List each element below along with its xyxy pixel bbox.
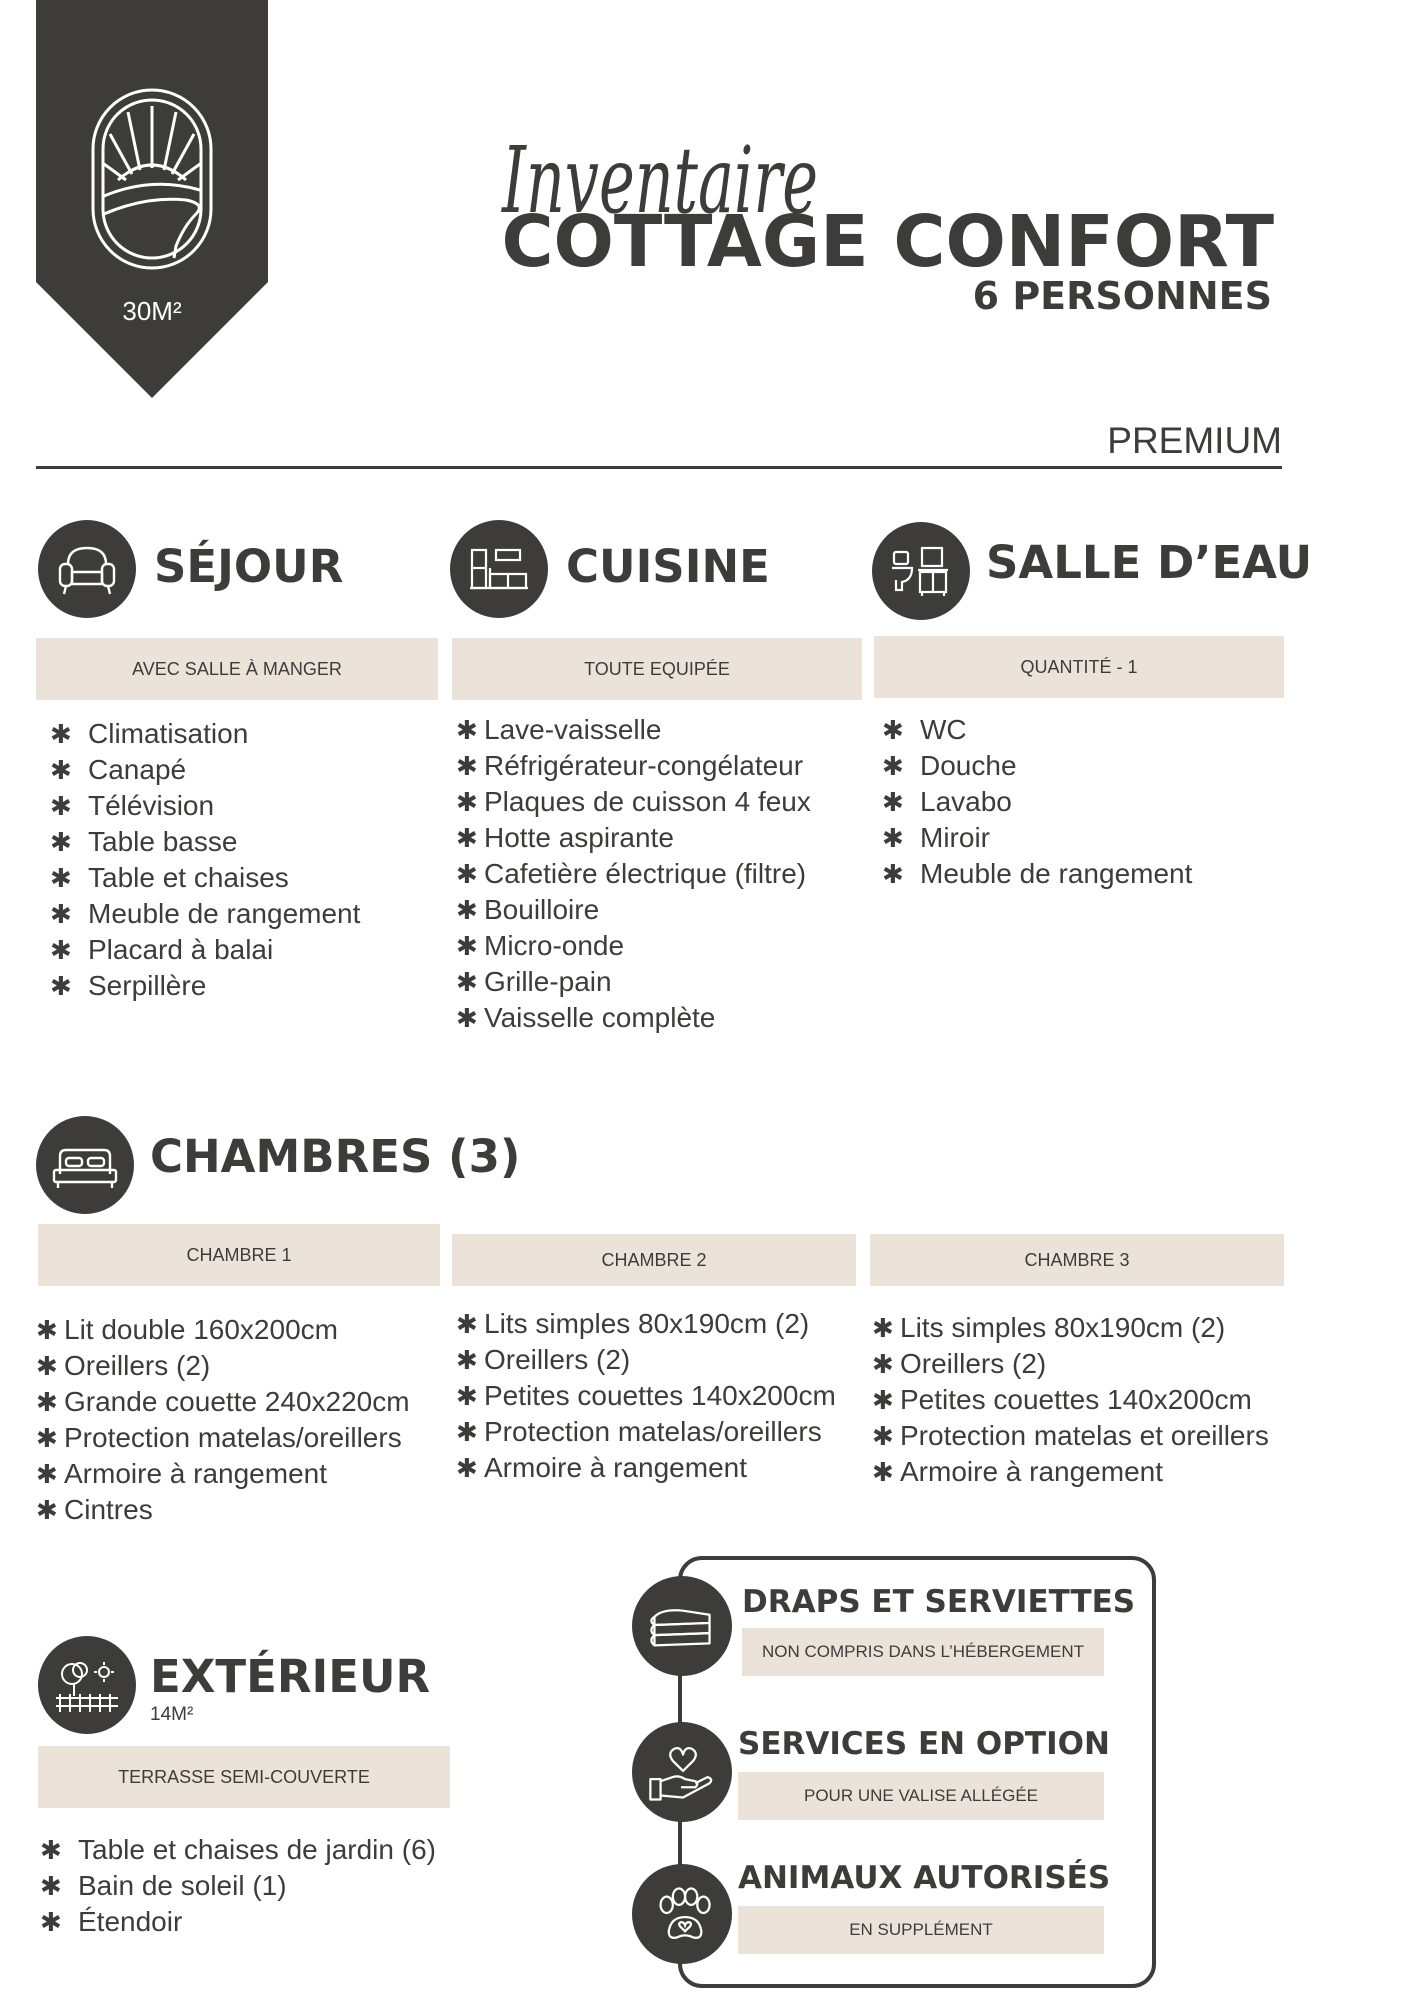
band-animaux-label: EN SUPPLÉMENT — [849, 1920, 993, 1939]
bullet-icon: ✱ — [36, 1459, 58, 1489]
list-item: ✱ Protection matelas/oreillers — [36, 1420, 410, 1456]
band-salle-eau — [874, 636, 1284, 698]
band-options-label: POUR UNE VALISE ALLÉGÉE — [804, 1786, 1038, 1805]
bathroom-icon — [872, 522, 970, 620]
bullet-icon: ✱ — [456, 1003, 478, 1033]
bullet-icon: ✱ — [872, 1421, 894, 1451]
bullet-icon: ✱ — [36, 1495, 58, 1525]
list-salle-eau — [882, 712, 1192, 892]
bullet-icon: ✱ — [872, 1313, 894, 1343]
list-item: ✱ Armoire à rangement — [36, 1456, 410, 1492]
list-item: ✱ Grille-pain — [456, 964, 811, 1000]
script-title-text: Inventaire — [500, 127, 818, 234]
list-item: ✱ Lavabo — [882, 784, 1192, 820]
list-item: ✱ Bain de soleil (1) — [40, 1868, 436, 1904]
bullet-icon: ✱ — [456, 1453, 478, 1483]
bullet-icon: ✱ — [36, 1387, 58, 1417]
capacity-subtitle: 6 PERSONNES — [972, 274, 1272, 318]
list-item: ✱ Hotte aspirante — [456, 820, 811, 856]
list-item: ✱ Télévision — [50, 788, 360, 824]
page-title: COTTAGE CONFORT — [501, 200, 1274, 283]
section-title-exterieur: EXTÉRIEUR — [150, 1650, 431, 1703]
list-item: ✱ Oreillers (2) — [872, 1346, 1269, 1382]
armchair-icon — [38, 520, 136, 618]
list-item: ✱ Protection matelas/oreillers — [456, 1414, 836, 1450]
bullet-icon: ✱ — [456, 1417, 478, 1447]
bullet-icon: ✱ — [456, 1309, 478, 1339]
kitchen-icon — [450, 520, 548, 618]
band-options — [738, 1772, 1104, 1820]
list-item: ✱ Meuble de rangement — [882, 856, 1192, 892]
bullet-icon: ✱ — [882, 823, 904, 853]
list-item: ✱ Miroir — [882, 820, 1192, 856]
list-item: ✱ Lit double 160x200cm — [36, 1312, 410, 1348]
section-title-cuisine: CUISINE — [566, 540, 770, 593]
care-hand-icon — [632, 1722, 732, 1822]
section-title-sejour: SÉJOUR — [154, 540, 344, 593]
list-item: ✱ Micro-onde — [456, 928, 811, 964]
bullet-icon: ✱ — [40, 1835, 62, 1865]
list-sejour — [50, 716, 360, 1004]
band-chambre-3-label: CHAMBRE 3 — [1024, 1249, 1130, 1270]
bullet-icon: ✱ — [36, 1315, 58, 1345]
list-item: ✱ Canapé — [50, 752, 360, 788]
header-divider — [36, 466, 1282, 469]
list-item: ✱ Petites couettes 140x200cm — [872, 1382, 1269, 1418]
list-item: ✱ Table et chaises — [50, 860, 360, 896]
bullet-icon: ✱ — [882, 787, 904, 817]
band-animaux — [738, 1906, 1104, 1954]
list-item: ✱ Réfrigérateur-congélateur — [456, 748, 811, 784]
bullet-icon: ✱ — [456, 715, 478, 745]
list-item: ✱ Petites couettes 140x200cm — [456, 1378, 836, 1414]
bullet-icon: ✱ — [50, 935, 72, 965]
bullet-icon: ✱ — [50, 863, 72, 893]
band-sejour-label: AVEC SALLE À MANGER — [132, 658, 342, 679]
ribbon-shape — [36, 0, 268, 398]
bullet-icon: ✱ — [456, 823, 478, 853]
list-item: ✱ Armoire à rangement — [456, 1450, 836, 1486]
towels-icon — [632, 1576, 732, 1676]
bullet-icon: ✱ — [50, 899, 72, 929]
list-item: ✱ Table basse — [50, 824, 360, 860]
list-item: ✱ Table et chaises de jardin (6) — [40, 1832, 436, 1868]
band-chambre-2-label: CHAMBRE 2 — [601, 1249, 707, 1270]
tier-label: PREMIUM — [1107, 420, 1282, 461]
list-item: ✱ Meuble de rangement — [50, 896, 360, 932]
bullet-icon: ✱ — [882, 715, 904, 745]
bullet-icon: ✱ — [872, 1457, 894, 1487]
bullet-icon: ✱ — [456, 967, 478, 997]
list-item: ✱ WC — [882, 712, 1192, 748]
bullet-icon: ✱ — [36, 1423, 58, 1453]
bullet-icon: ✱ — [456, 787, 478, 817]
service-title-animaux: ANIMAUX AUTORISÉS — [738, 1860, 1111, 1896]
section-title-salle-eau: SALLE D’EAU — [986, 536, 1313, 589]
band-chambre-1 — [38, 1224, 440, 1286]
area-label: 30M² — [122, 296, 182, 326]
bullet-icon: ✱ — [40, 1907, 62, 1937]
bullet-icon: ✱ — [882, 859, 904, 889]
bullet-icon: ✱ — [50, 971, 72, 1001]
band-sejour — [36, 638, 438, 700]
list-item: ✱ Climatisation — [50, 716, 360, 752]
list-chambre-2 — [456, 1306, 836, 1486]
band-cuisine-label: TOUTE EQUIPÉE — [584, 658, 730, 679]
list-item: ✱ Étendoir — [40, 1904, 436, 1940]
bullet-icon: ✱ — [50, 719, 72, 749]
bullet-icon: ✱ — [50, 791, 72, 821]
bullet-icon: ✱ — [882, 751, 904, 781]
bullet-icon: ✱ — [40, 1871, 62, 1901]
list-item: ✱ Vaisselle complète — [456, 1000, 811, 1036]
list-chambre-3 — [872, 1310, 1269, 1490]
bullet-icon: ✱ — [36, 1351, 58, 1381]
paw-icon — [632, 1864, 732, 1964]
band-draps — [742, 1628, 1104, 1676]
list-item: ✱ Douche — [882, 748, 1192, 784]
list-item: ✱ Bouilloire — [456, 892, 811, 928]
bullet-icon: ✱ — [50, 827, 72, 857]
band-exterieur — [38, 1746, 450, 1808]
list-item: ✱ Serpillère — [50, 968, 360, 1004]
list-item: ✱ Lits simples 80x190cm (2) — [456, 1306, 836, 1342]
list-item: ✱ Lave-vaisselle — [456, 712, 811, 748]
service-title-options: SERVICES EN OPTION — [738, 1726, 1110, 1762]
bullet-icon: ✱ — [456, 1381, 478, 1411]
list-item: ✱ Cafetière électrique (filtre) — [456, 856, 811, 892]
band-chambre-2 — [452, 1234, 856, 1286]
service-title-draps: DRAPS ET SERVIETTES — [742, 1584, 1136, 1620]
bullet-icon: ✱ — [872, 1385, 894, 1415]
list-cuisine — [456, 712, 811, 1036]
bullet-icon: ✱ — [50, 755, 72, 785]
garden-icon — [38, 1636, 136, 1734]
band-chambre-3 — [870, 1234, 1284, 1286]
band-cuisine — [452, 638, 862, 700]
list-item: ✱ Plaques de cuisson 4 feux — [456, 784, 811, 820]
list-item: ✱ Cintres — [36, 1492, 410, 1528]
band-exterieur-label: TERRASSE SEMI-COUVERTE — [118, 1766, 370, 1787]
bullet-icon: ✱ — [456, 895, 478, 925]
band-salle-eau-label: QUANTITÉ - 1 — [1020, 656, 1138, 677]
list-chambre-1 — [36, 1312, 410, 1528]
bullet-icon: ✱ — [456, 931, 478, 961]
list-exterieur — [40, 1832, 436, 1940]
ribbon-banner — [36, 0, 268, 398]
bullet-icon: ✱ — [456, 1345, 478, 1375]
bullet-icon: ✱ — [872, 1349, 894, 1379]
list-item: ✱ Lits simples 80x190cm (2) — [872, 1310, 1269, 1346]
list-item: ✱ Grande couette 240x220cm — [36, 1384, 410, 1420]
bed-icon — [36, 1116, 134, 1214]
band-draps-label: NON COMPRIS DANS L’HÉBERGEMENT — [761, 1642, 1085, 1661]
exterieur-area: 14M² — [150, 1704, 194, 1725]
section-title-chambres: CHAMBRES (3) — [150, 1130, 521, 1183]
bullet-icon: ✱ — [456, 751, 478, 781]
list-item: ✱ Oreillers (2) — [456, 1342, 836, 1378]
band-chambre-1-label: CHAMBRE 1 — [186, 1244, 292, 1265]
list-item: ✱ Oreillers (2) — [36, 1348, 410, 1384]
bullet-icon: ✱ — [456, 859, 478, 889]
list-item: ✱ Protection matelas et oreillers — [872, 1418, 1269, 1454]
list-item: ✱ Armoire à rangement — [872, 1454, 1269, 1490]
list-item: ✱ Placard à balai — [50, 932, 360, 968]
